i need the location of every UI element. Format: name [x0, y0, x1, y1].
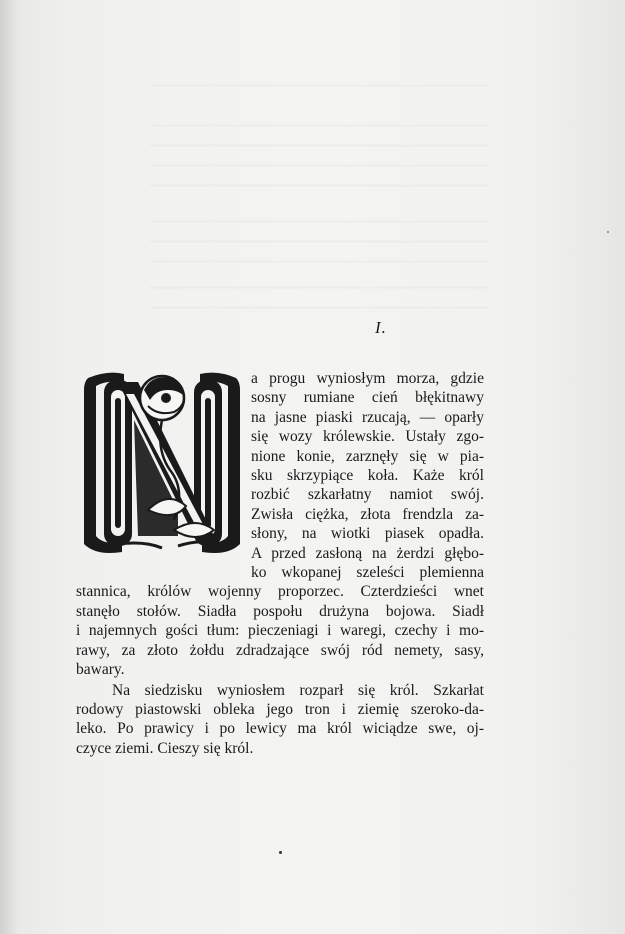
text-line: na jasne piaski rzucają, — oparły: [251, 408, 484, 426]
text-line: i najemnych gości tłum: pieczeniagi i waregi, czechy i mo-: [76, 622, 484, 640]
text-line: sosny rumiane cień błękitnawy: [251, 389, 484, 407]
text-line: rawy, za złoto żołdu zdradzające swój ród nemety, sasy,: [76, 641, 484, 659]
text-line: Na siedzisku wyniosłem rozparł się król. Szkarłat: [112, 681, 484, 699]
text-line: nione konie, zarznęły się w pia-: [251, 447, 484, 465]
text-line: stanęło stołów. Siadła pospołu drużyna bojowa. Siadł: [76, 602, 484, 620]
page-shadow: [0, 0, 18, 934]
paragraph-1-beside-initial: [76, 369, 484, 582]
paragraph-1-full-width: [76, 582, 484, 679]
text-line: rozbić szkarłatny namiot swój.: [251, 486, 484, 504]
speck-mark: [279, 851, 282, 854]
text-line: ko wkopanej szeleści plemienna: [251, 564, 484, 582]
main-text: [76, 369, 484, 758]
text-line: a progu wyniosłym morza, gdzie: [251, 370, 484, 387]
text-line: się wozy królewskie. Ustały zgo-: [251, 428, 484, 446]
text-line: czyce ziemi. Cieszy się król.: [76, 739, 254, 757]
paragraph-2: [76, 681, 484, 759]
text-line: sku skrzypiące koła. Każe król: [251, 467, 484, 485]
text-line: Zwisła ciężka, złota frendzla za-: [251, 505, 484, 523]
text-line: stannica, królów wojenny proporzec. Czterdzieści wnet: [76, 583, 484, 601]
text-line: A przed zasłoną na żerdzi głębo-: [251, 544, 484, 562]
text-line: leko. Po prawicy i po lewicy ma król wiciądze swe, oj-: [76, 720, 484, 738]
text-line: słony, na wiotki piasek opadła.: [251, 525, 484, 543]
chapter-number: I.: [375, 318, 387, 337]
text-line: bawary.: [76, 661, 125, 679]
text-line: rodowy piastowski obleka jego tron i ziemię szeroko-da-: [76, 700, 484, 718]
speck-mark: [607, 231, 609, 233]
